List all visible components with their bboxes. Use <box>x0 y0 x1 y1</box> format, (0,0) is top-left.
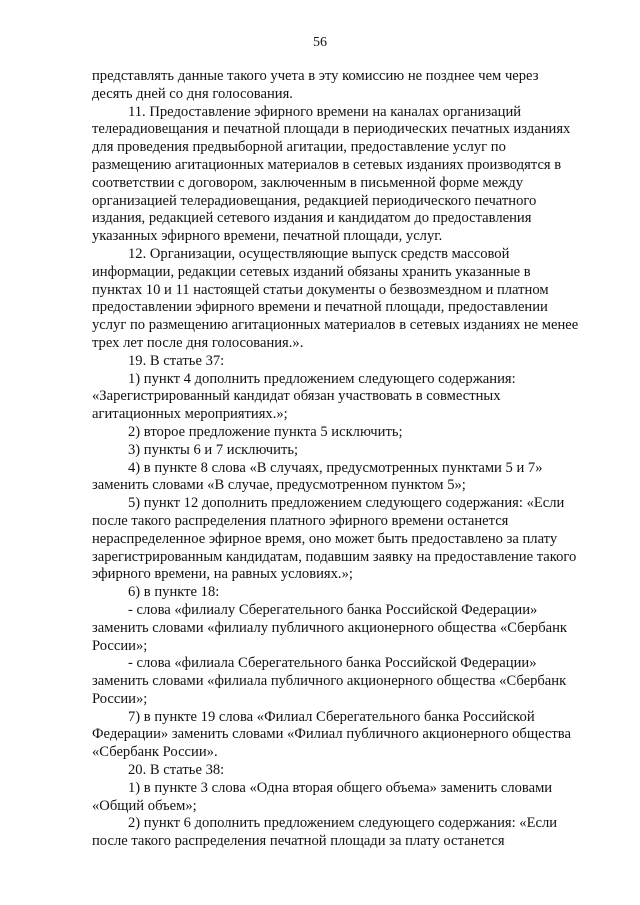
paragraph-item-12: 12. Организации, осуществляющие выпуск средств массовой информации, редакции сетевых изданий обязаны хранить указанные в пунктах 10 и 11 настоящей статьи документы о безвозмездном и платном предоставлении эфирного времени и печатной площади, предоставлении услуг по размещению агитационных материалов в сетевых изданиях не менее трех лет после дня голосования.». <box>92 245 579 351</box>
paragraph-19-7: 7) в пункте 19 слова «Филиал Сберегательного банка Российской Федерации» заменить словами «Филиал публичного акционерного общества «Сбербанк России». <box>92 708 571 761</box>
paragraph-20-1: 1) в пункте 3 слова «Одна вторая общего объема» заменить словами «Общий объем»; <box>92 779 553 814</box>
paragraph-continuation: представлять данные такого учета в эту комиссию не позднее чем через десять дней со дня голосования. <box>92 68 539 102</box>
paragraph-19-5: 5) пункт 12 дополнить предложением следующего содержания: «Если после такого распределения платного эфирного времени останется нераспределенное эфирное время, оно может быть предоставлено за плату зарегистрированным кандидатам, подавшим заявку на предоставление такого эфирного времени, на равных условиях.»; <box>92 495 577 583</box>
document-body <box>92 68 595 851</box>
paragraph-20-2: 2) пункт 6 дополнить предложением следующего содержания: «Если после такого распределения печатной площади за плату останется <box>92 815 558 850</box>
section-heading-19: 19. В статье 37: <box>128 352 225 369</box>
paragraph-19-4: 4) в пункте 8 слова «В случаях, предусмотренных пунктами 5 и 7» заменить словами «В случае, предусмотренном пунктом 5»; <box>92 459 543 494</box>
paragraph-19-6-b: - слова «филиала Сберегательного банка Российской Федерации» заменить словами «филиала публичного акционерного общества «Сбербанк России»; <box>92 655 567 707</box>
paragraph-item-11: 11. Предоставление эфирного времени на каналах организаций телерадиовещания и печатной площади в периодических печатных изданиях для проведения предвыборной агитации, предоставление услуг по размещению агитационных материалов в сетевых изданиях производятся в соответствии с договором, заключенным в письменной форме между организацией телерадиовещания, редакцией периодического печатного издания, редакцией сетевого издания и кандидатом до предоставления указанных эфирного времени, печатной площади, услуг. <box>92 103 571 245</box>
section-heading-20: 20. В статье 38: <box>128 762 225 779</box>
paragraph-19-3: 3) пункты 6 и 7 исключить; <box>128 441 299 458</box>
paragraph-19-2: 2) второе предложение пункта 5 исключить; <box>128 423 403 440</box>
paragraph-19-6-a: - слова «филиалу Сберегательного банка Российской Федерации» заменить словами «филиалу публичного акционерного общества «Сбербанк России»; <box>92 601 567 654</box>
page-number: 56 <box>313 35 327 50</box>
paragraph-19-6: 6) в пункте 18: <box>128 584 220 601</box>
paragraph-19-1: 1) пункт 4 дополнить предложением следующего содержания: «Зарегистрированный кандидат обязан участвовать в совместных агитационных мероприятиях.»; <box>92 370 516 423</box>
